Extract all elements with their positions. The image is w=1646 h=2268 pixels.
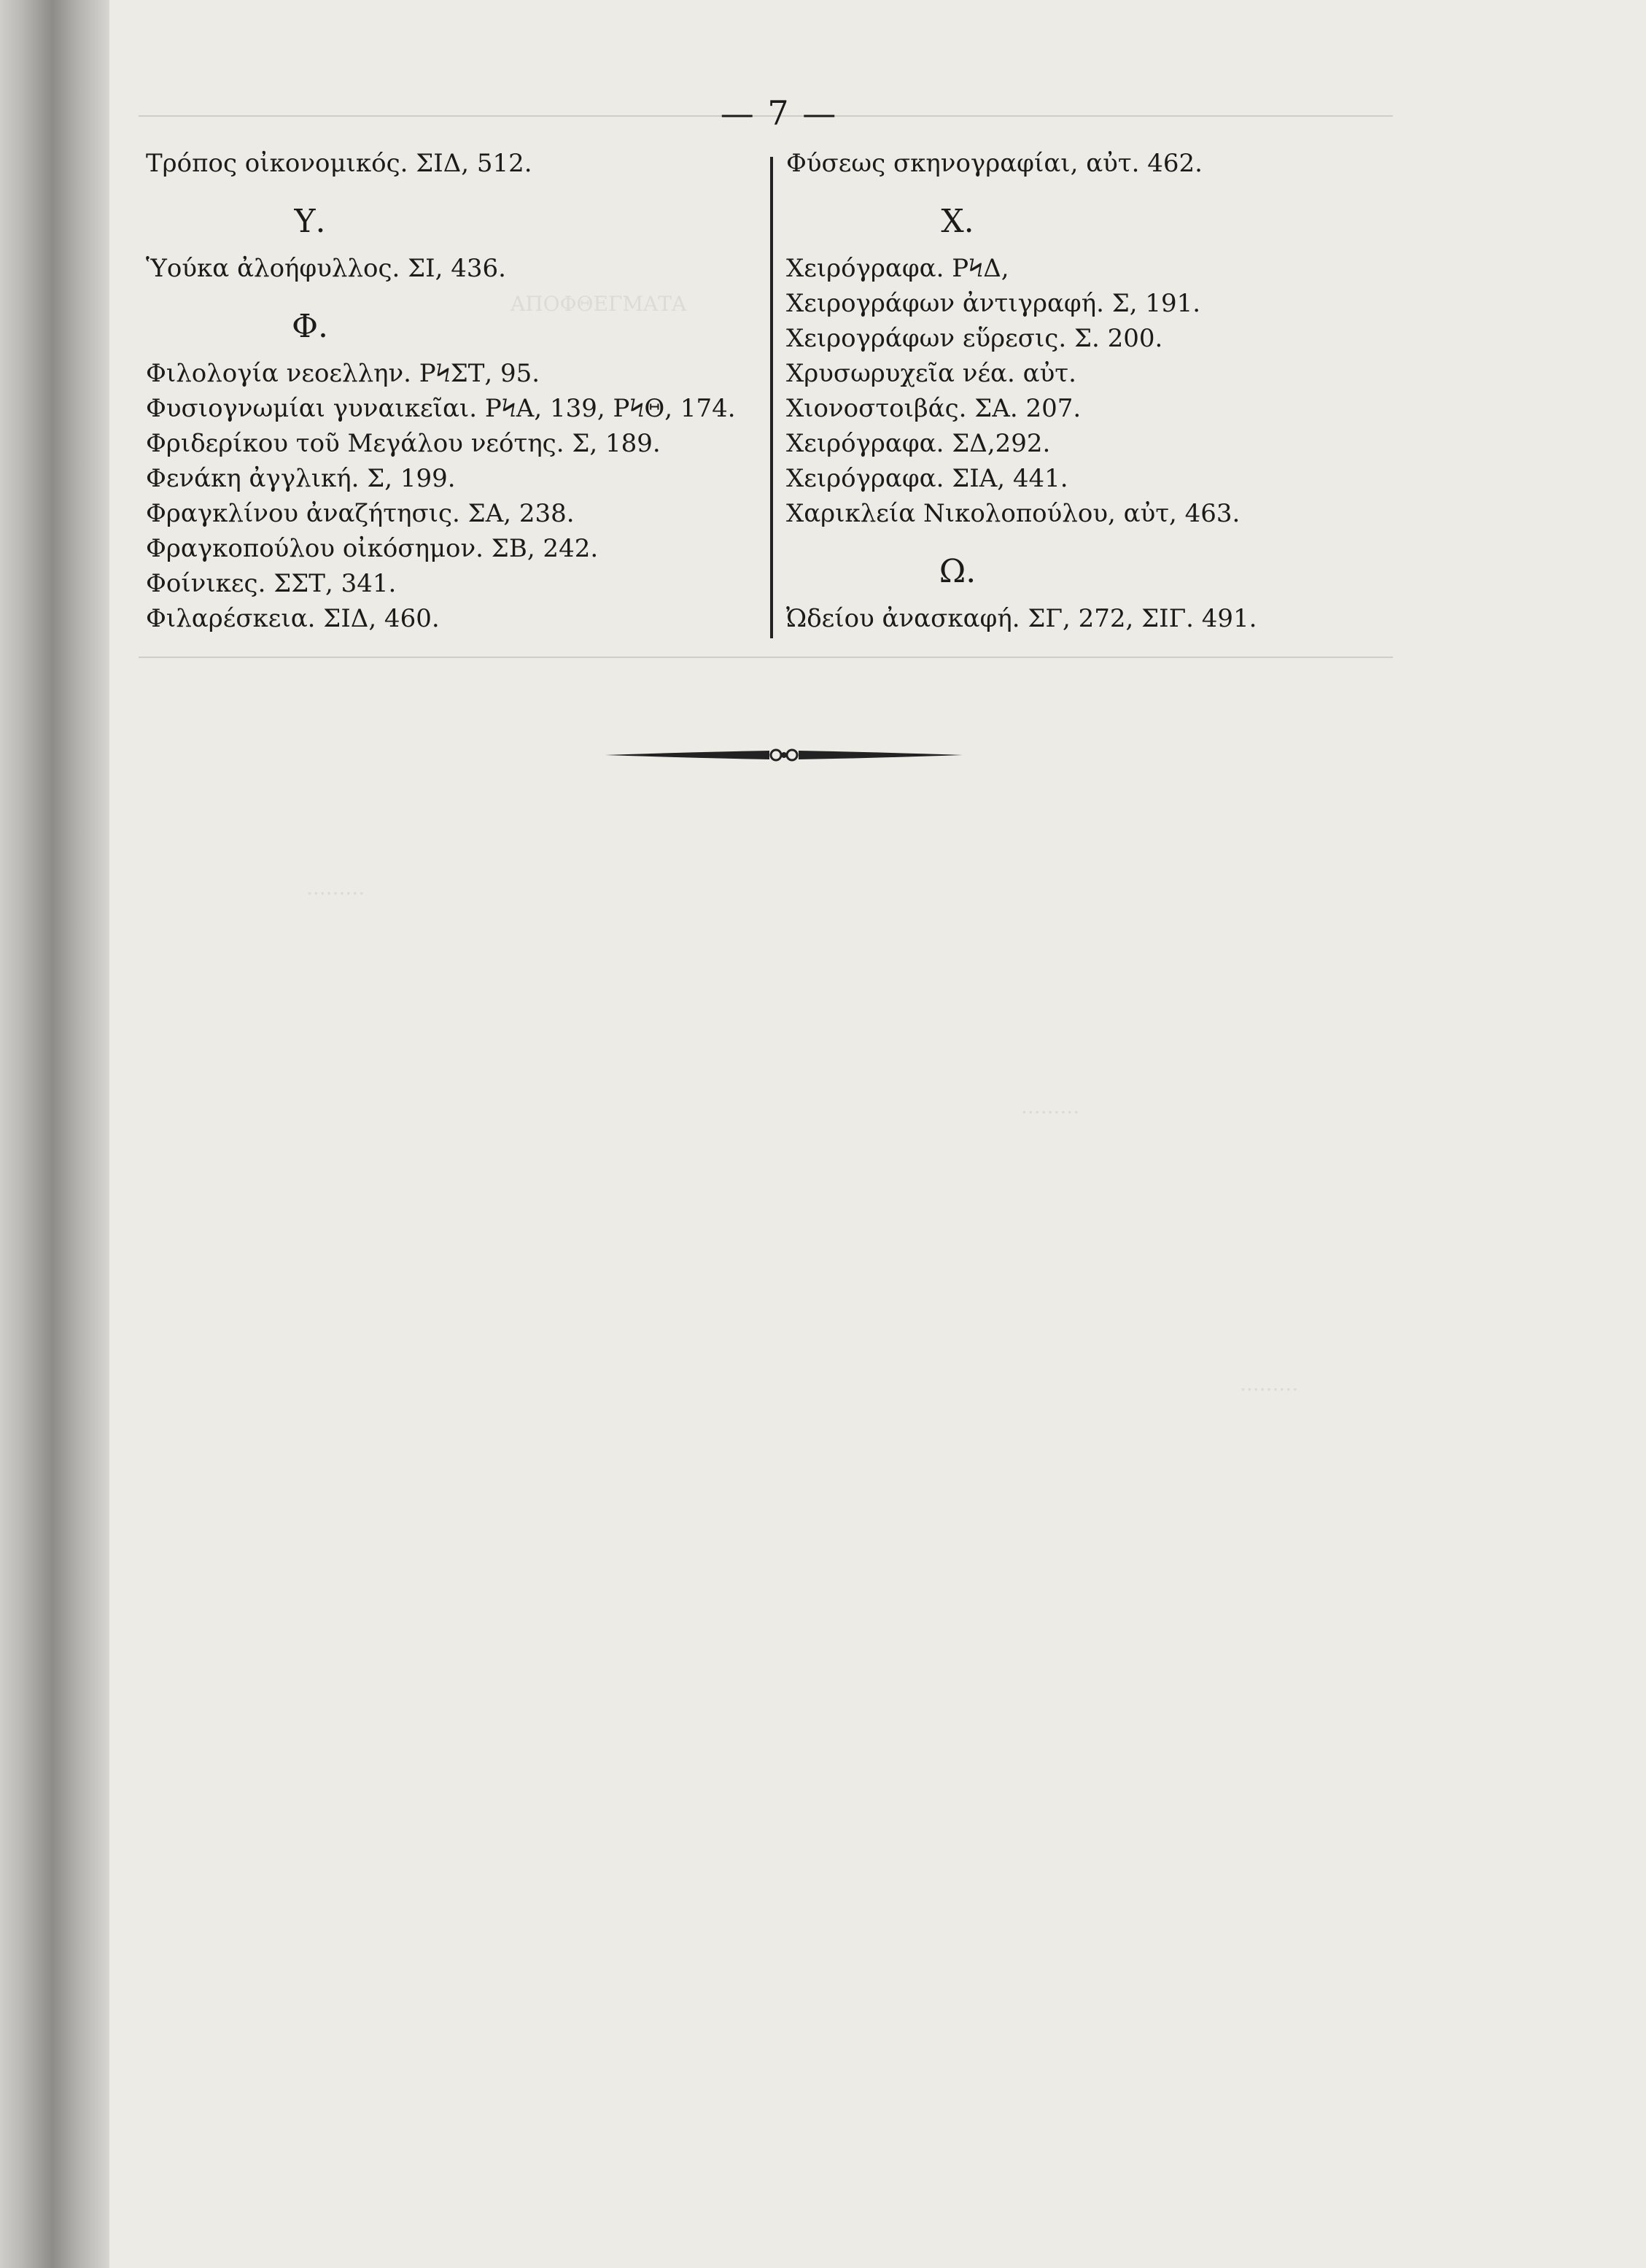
index-entry: Χρυσωρυχεῖα νέα. αὐτ.: [786, 359, 1076, 388]
index-entry: Χειρογράφων εὕρεσις. Σ. 200.: [786, 324, 1163, 353]
index-entry: Φιλαρέσκεια. ΣΙΔ, 460.: [146, 604, 440, 633]
index-entry: Χειρόγραφα. ΣΙΑ, 441.: [786, 464, 1068, 493]
index-entry: Φοίνικες. ΣΣΤ, 341.: [146, 569, 397, 598]
index-entry: Φραγκοπούλου οἰκόσημον. ΣΒ, 242.: [146, 534, 599, 563]
index-entry: Χειρόγραφα. ΣΔ,292.: [786, 429, 1051, 458]
index-entry: Φενάκη ἀγγλική. Σ, 199.: [146, 464, 456, 493]
index-entry: Χειρογράφων ἀντιγραφή. Σ, 191.: [786, 289, 1201, 318]
index-entry: Χειρόγραφα. ΡϞΔ,: [786, 254, 1009, 283]
index-column-right: [786, 146, 1413, 636]
index-entry: Φυσιογνωμίαι γυναικεῖαι. ΡϞΑ, 139, ΡϞΘ, 174.: [146, 394, 736, 423]
index-entry: Χαρικλεία Νικολοπούλου, αὐτ, 463.: [786, 499, 1241, 528]
bleed-through-ghost: .........: [1021, 1094, 1080, 1118]
index-entry: Φιλολογία νεοελλην. ΡϞΣΤ, 95.: [146, 359, 540, 388]
index-entry: Φριδερίκου τοῦ Μεγάλου νεότης. Σ, 189.: [146, 429, 661, 458]
section-letter: Φ.: [291, 308, 329, 345]
section-letter: Ω.: [939, 553, 977, 590]
bleed-through-ghost: .........: [306, 875, 365, 899]
section-gap: [786, 181, 1413, 193]
bleed-through-ghost: .........: [1240, 1371, 1299, 1396]
bleed-through-ghost: ΑΠΟΦΘΕΓΜΑΤΑ: [511, 292, 687, 316]
section-letter: Χ.: [941, 203, 974, 240]
page-number: — 7 —: [720, 93, 838, 133]
column-divider: [770, 157, 773, 638]
section-gap: [146, 286, 751, 298]
index-entry: Φύσεως σκηνογραφίαι, αὐτ. 462.: [786, 149, 1203, 178]
end-ornament: [605, 746, 963, 767]
index-column-left: [146, 146, 751, 636]
section-letter: Υ.: [294, 203, 326, 240]
index-entry: Χιονοστοιβάς. ΣΑ. 207.: [786, 394, 1082, 423]
index-entry: Ὑούκα ἀλοήφυλλος. ΣΙ, 436.: [146, 254, 506, 283]
bleed-through-line: [139, 657, 1393, 658]
book-spine-shadow: [0, 0, 109, 2268]
index-entry: Τρόπος οἰκονομικός. ΣΙΔ, 512.: [146, 149, 532, 178]
index-entry: Ὠδείου ἀνασκαφή. ΣΓ, 272, ΣΙΓ. 491.: [786, 604, 1257, 633]
index-entry: Φραγκλίνου ἀναζήτησις. ΣΑ, 238.: [146, 499, 575, 528]
section-gap: [146, 181, 751, 193]
section-gap: [786, 531, 1413, 543]
